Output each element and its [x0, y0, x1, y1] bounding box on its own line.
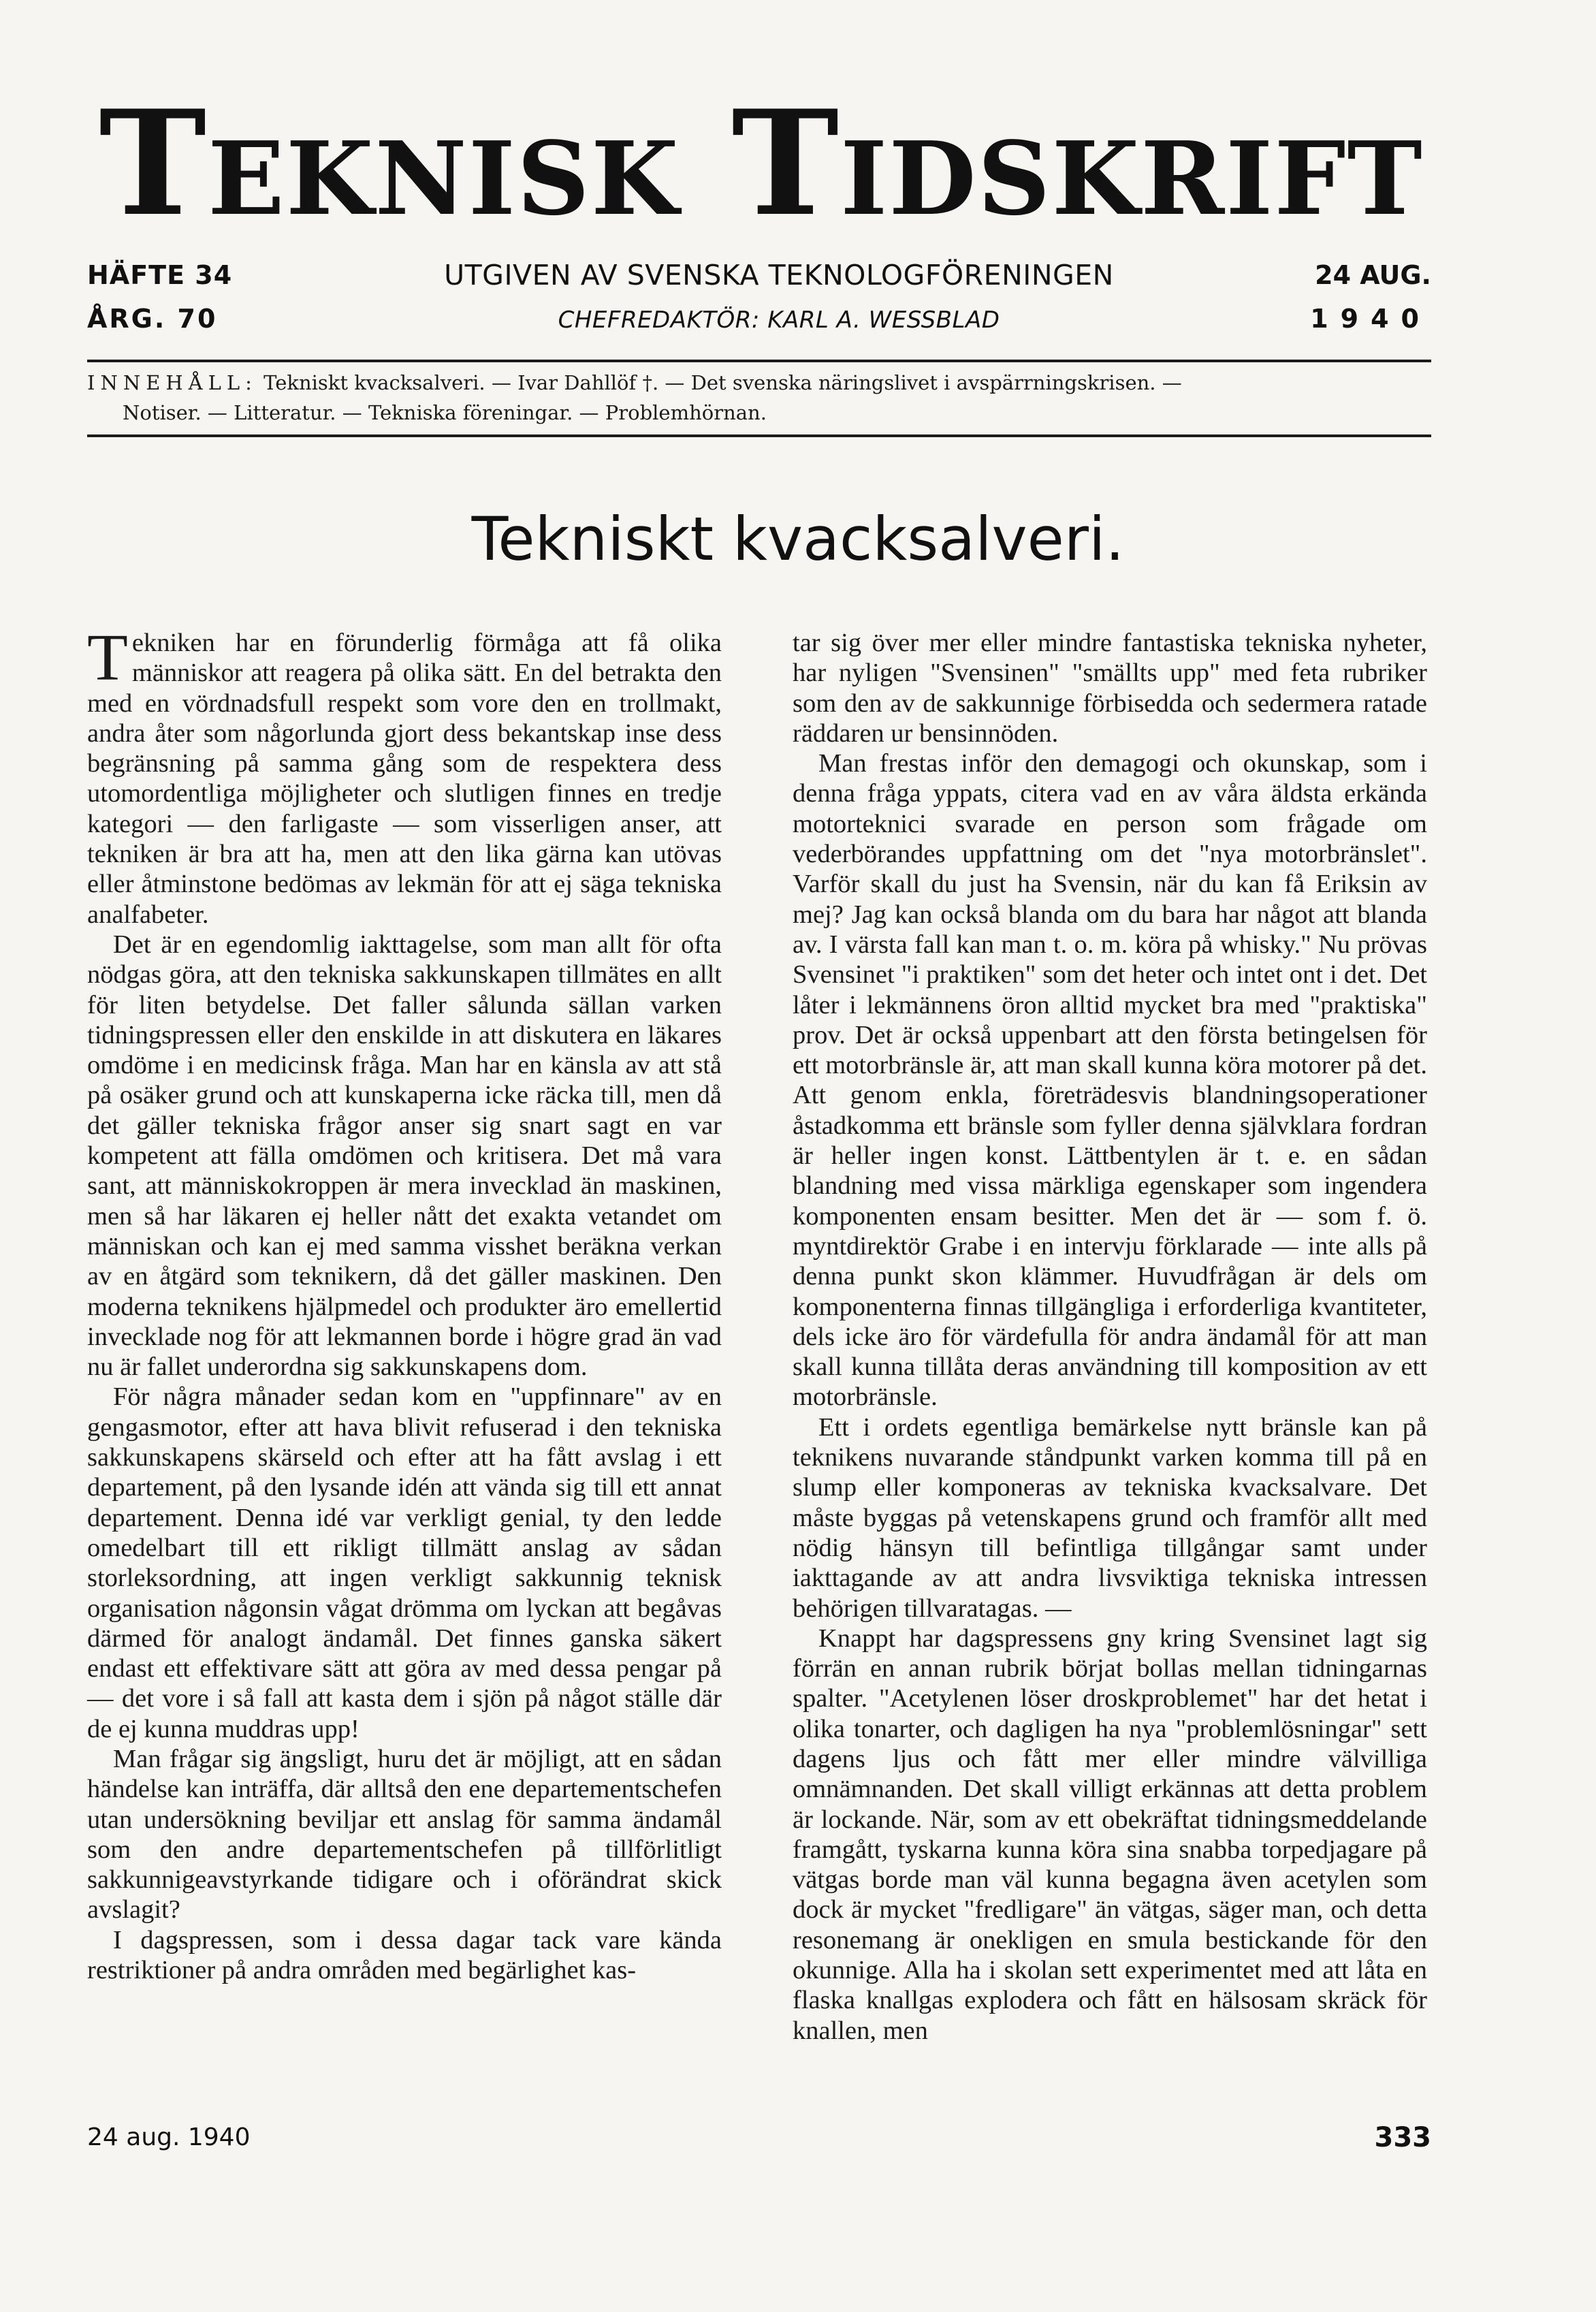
paragraph: Man frågar sig ängsligt, huru det är möjligt, att en sådan händelse kan inträffa, där alltså den ene departementschefen utan undersökning beviljar ett anslag för samma ändamål som den andre departementschefen på tillförlitligt sakkunnigeavstyrkande tidigare och i oförändrat skick avslagit? — [87, 1744, 722, 1925]
editor-line: CHEFREDAKTÖR: KARL A. WESSBLAD — [558, 306, 1000, 334]
paragraph: Ett i ordets egentliga bemärkelse nytt bränsle kan på teknikens nuvarande ståndpunkt varken komma till på en slump eller komponeras av tekniska kvacksalvare. Det måste byggas på vetenskapens grund och framför allt med nödig hänsyn till befintliga tillgångar samt under iakttagande av att andra livsviktiga tekniska intressen behörigen tillvaratagas. — — [793, 1412, 1427, 1623]
article-column-left — [87, 621, 722, 1985]
article-title: Tekniskt kvacksalveri. — [471, 504, 1125, 574]
volume-number: ÅRG. 70 — [87, 304, 218, 334]
contents-rule-bottom — [87, 434, 1431, 437]
paragraph: Knappt har dagspressens gny kring Svensinet lagt sig förrän en annan rubrik börjat bollas mellan tidningarnas spalter. "Acetylenen löser droskproblemet" har det hetat i olika tonarter, och dagligen ha nya "problemlösningar" sett dagens ljus och fått mer eller mindre välvilliga omnämnanden. Det skall villigt erkännas att detta problem är lockande. När, som av ett obekräftat tidningsmeddelande framgått, tyskarna kunna köra sina snabba torpedjagare på vätgas borde man väl kunna begagna även acetylen som dock är mycket "fredligare" än vätgas, säger man, och detta resonemang är onekligen en smula bestickande för den okunnige. Alla ha i skolan sett experimentet med att låta en flaska knallgas explodera och fått en hälsosam skräck för knallen, men — [793, 1624, 1427, 2045]
paragraph: tar sig över mer eller mindre fantastiska tekniska nyheter, har nyligen "Svensinen" "smällts upp" med feta rubriker som den av de sakkunnige förbisedda och sedermera ratade räddaren ur bensinnöden. — [793, 629, 1427, 748]
contents-label: INNEHÅLL: — [87, 371, 257, 394]
contents-line-1 — [87, 368, 1431, 398]
contents-items-1: Tekniskt kvacksalveri. — Ivar Dahllöf †. — Det svenska näringslivet i avspärrningskrisen. — — [264, 371, 1182, 394]
contents-items-2: Notiser. — Litteratur. — Tekniska föreningar. — Problemhörnan. — [123, 401, 767, 424]
issue-number: HÄFTE 34 — [87, 260, 233, 290]
paragraph: För några månader sedan kom en "uppfinnare" av en gengasmotor, efter att hava blivit refuserad i den tekniska sakkunskapens skärseld och efter att ha fått avslag i ett departement, på den lysande idén att vända sig till ett annat departement. Denna idé var verkligt genial, ty den ledde omedelbart till ett rikligt tillmätt anslag av sådan storleksordning, att ingen verkligt sakkunnig teknisk organisation någonsin vågat drömma om lyckan att begåvas därmed för analogt ändamål. Det finnes ganska säkert endast ett effektivare sätt att göra av med dessa pengar på — det vore i så fall att kasta dem i sjön på något ställe där de ej kunna muddras upp! — [87, 1382, 722, 1743]
page-number: 333 — [1374, 2122, 1431, 2153]
paragraph — [87, 621, 722, 930]
publisher-line: UTGIVEN AV SVENSKA TEKNOLOGFÖRENINGEN — [444, 259, 1114, 291]
issue-date: 24 AUG. — [1315, 260, 1431, 290]
paragraph: Man frestas inför den demagogi och okunskap, som i denna fråga yppats, citera vad en av våra äldsta erkända motorteknici svarade en person som frågade om vederbörandes uppfattning om det "nya motorbränslet". Varför skall du just ha Svensin, när du kan få Eriksin av mej? Jag kan också blanda om du bara har något att blanda av. I värsta fall kan man t. o. m. köra på whisky." Nu prövas Svensinet "i praktiken" som det heter och intet ont i det. Det låter i lekmännens öron alltid mycket bra med "praktiska" prov. Det är också uppenbart att den första betingelsen för ett motorbränsle är, att man skall kunna köra motorer på det. Att genom enkla, företrädesvis blandningsoperationer åstadkomma ett bränsle som fyller denna självklara fordran är heller ingen konst. Lättbentylen är t. e. en sådan blandning med vissa märkliga egenskaper som ingendera komponenten ensam besitter. Men det är — som f. ö. myntdirektör Grabe i en intervju förklarade — inte alls på denna punkt skon klämmer. Huvudfrågan är dels om komponenterna finnas tillgängliga i erforderliga kvantiteter, dels icke äro för värdefulla för andra ändamål för att man skall kunna tillåta deras användning till komposition av ett motorbränsle. — [793, 749, 1427, 1412]
drop-cap: T — [87, 621, 128, 695]
contents-rule-top — [87, 360, 1431, 362]
issue-year: 1940 — [1310, 304, 1431, 334]
paragraph: Det är en egendomlig iakttagelse, som man allt för ofta nödgas göra, att den tekniska sakkunskapen tillmätes en allt för liten betydelse. Det faller sålunda sällan varken tidningspressen eller den enskilde in att diskutera en läkares omdöme i en medicinsk fråga. Man har en känsla av att stå på osäker grund och att kunskaperna icke räcka till, men då det gäller tekniska frågor anser sig snart sagt en var kompetent att fälla omdömen och kritisera. Det må vara sant, att människokroppen är mera invecklad än maskinen, men så har läkaren ej heller nått det exakta vetandet om människan och kan ej med samma visshet beräkna verkan av en åtgärd som teknikern, då det gäller maskinen. Den moderna teknikens hjälpmedel och produkter äro emellertid invecklade nog för att lekmannen borde i högre grad än vad nu är fallet underordna sig sakkunskapens dom. — [87, 930, 722, 1382]
masthead-title: Teknisk Tidskrift — [99, 78, 1424, 248]
footer-date: 24 aug. 1940 — [87, 2123, 251, 2151]
article-column-right — [793, 628, 1427, 2046]
paragraph: I dagspressen, som i dessa dagar tack vare kända restriktioner på andra områden med begärlighet kas- — [87, 1925, 722, 1985]
table-of-contents — [87, 368, 1431, 428]
paragraph-text: ekniken har en förunderlig förmåga att få olika människor att reagera på olika sätt. En del betrakta den med en vördnadsfull respekt som vore den en trollmakt, andra åter som någorlunda gjort dess bekantskap inse dess begränsning på samma gång som de respektera dess utomordentliga möjligheter och slutligen finnes en tredje kategori — den farligaste — som visserligen anser, att tekniken är bra att ha, men att den lika gärna kan utövas eller åtminstone bedömas av lekmän för att ej säga tekniska analfabeter. — [87, 629, 722, 929]
